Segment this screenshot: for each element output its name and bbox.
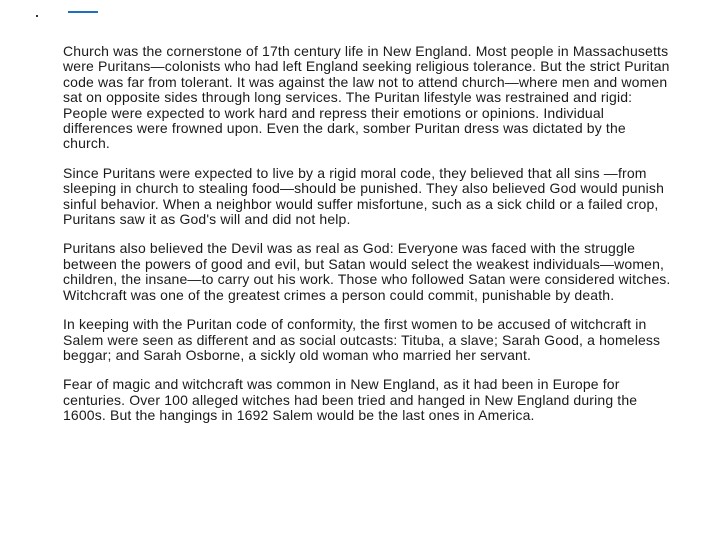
paragraph-devil-belief: Puritans also believed the Devil was as real as God: Everyone was faced with the struggle between the powers of good and evil, but Satan would select the weakest individuals—women, children, the insane—to carry out his work. Those who followed Satan were considered witches. Witchcraft was one of the greatest crimes a person could commit, punishable by death. — [63, 240, 671, 303]
slide-body — [63, 44, 675, 438]
top-accent-rule — [68, 11, 98, 13]
paragraph-accused-women: In keeping with the Puritan code of conformity, the first women to be accused of witchcraft in Salem were seen as different and as social outcasts: Tituba, a slave; Sarah Good, a homeless beggar; and Sarah Osborne, a sickly old woman who married her servant. — [63, 316, 661, 363]
corner-dot — [36, 15, 38, 17]
paragraph-fear-of-witchcraft: Fear of magic and witchcraft was common in New England, as it had been in Europe for centuries. Over 100 alleged witches had been tried and hanged in New England during the 1600s. But the hangings in 1692 Salem would be the last ones in America. — [63, 376, 638, 424]
paragraph-church-cornerstone: Church was the cornerstone of 17th century life in New England. Most people in Massachusetts were Puritans—colonists who had left England seeking religious tolerance. But the strict Puritan code was far from tolerant. It was against the law not to attend church—where men and women sat on opposite sides through long services. The Puritan lifestyle was restrained and rigid: People were expected to work hard and repress their emotions or opinions. Individual differences were frowned upon. Even the dark, somber Puritan dress was dictated by the church. — [63, 43, 670, 152]
paragraph-moral-code: Since Puritans were expected to live by a rigid moral code, they believed that all sins —from sleeping in church to stealing food—should be punished. They also believed God would punish sinful behavior. When a neighbor would suffer misfortune, such as a sick child or a failed crop, Puritans saw it as God's will and did not help. — [63, 164, 665, 228]
